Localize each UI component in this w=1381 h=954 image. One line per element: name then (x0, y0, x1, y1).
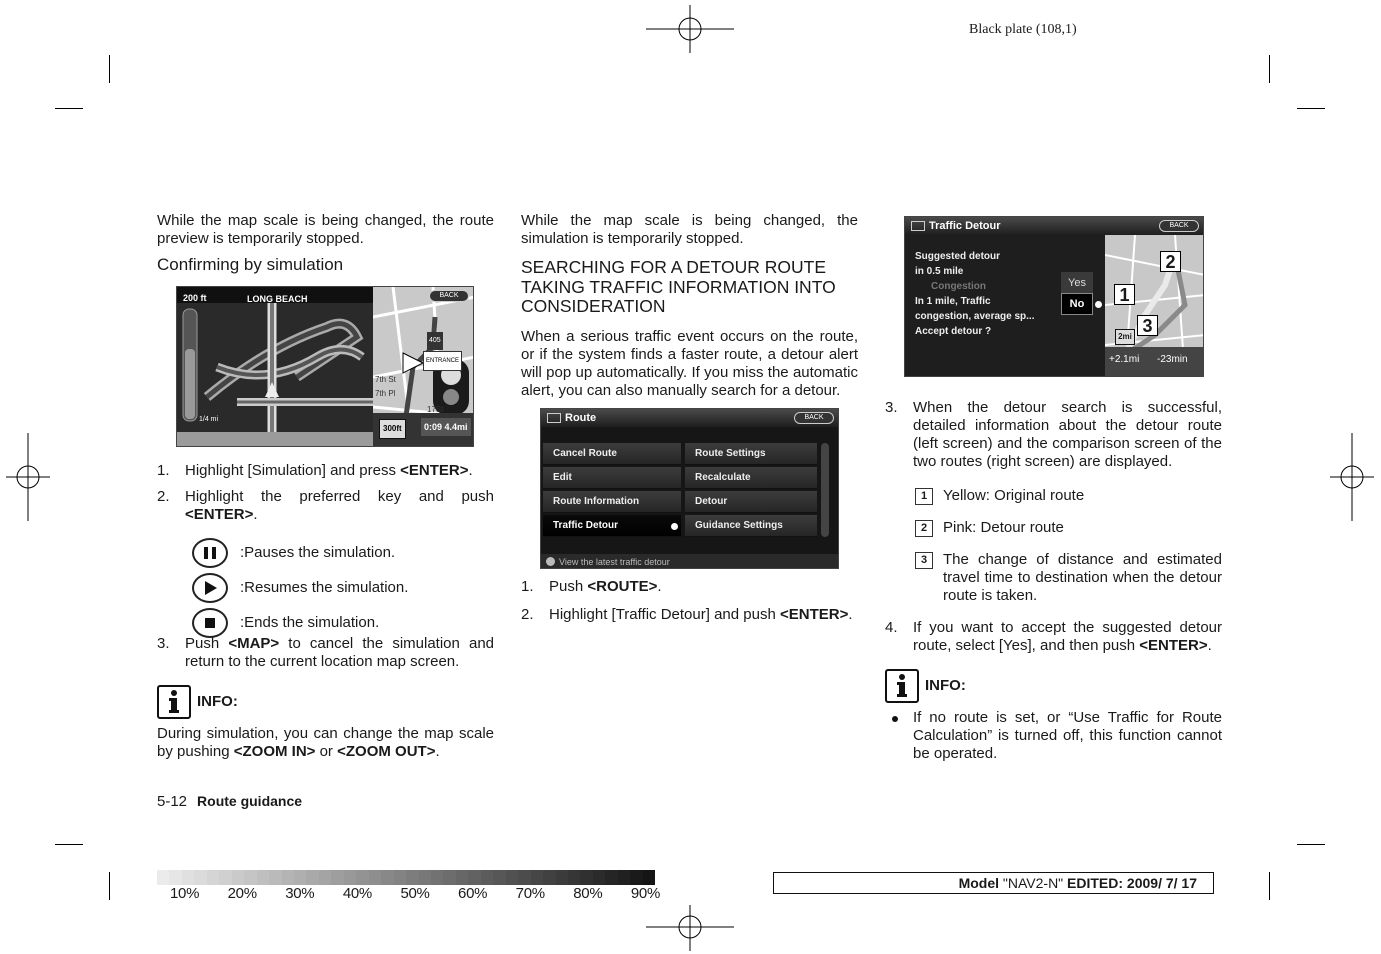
key-name: <ENTER> (779, 605, 849, 623)
time-remaining: 0:09 (424, 422, 443, 432)
bottom-scale: 1/4 mi (199, 416, 219, 423)
grayscale-swatch (282, 870, 294, 885)
step-text: Push (549, 577, 588, 595)
scrollbar[interactable] (821, 443, 829, 537)
step-number: 3. (885, 399, 898, 416)
simulation-controls (157, 538, 494, 643)
step-item (521, 606, 858, 624)
selection-dot-icon (671, 523, 678, 530)
bullet-text: If no route is set, or “Use Traffic for Route Calculation” is turned off, this function cannot be operated. (913, 709, 1222, 762)
percent-label: 50% (400, 885, 430, 902)
detour-steps (885, 399, 1222, 471)
section-name: Route guidance (197, 793, 303, 809)
grayscale-swatch (580, 870, 592, 885)
info-label: INFO: (925, 677, 966, 694)
grayscale-swatch (531, 870, 543, 885)
edited-date: EDITED: 2009/ 7/ 17 (1063, 875, 1197, 891)
legend-text: The change of distance and estimated travel time to destination when the detour route is taken. (943, 551, 1222, 604)
percent-label: 30% (285, 885, 315, 902)
back-button[interactable]: BACK (794, 412, 834, 424)
screen-title: Route (541, 409, 838, 427)
grayscale-swatch (481, 870, 493, 885)
percent-label: 10% (170, 885, 200, 902)
grayscale-swatch (568, 870, 580, 885)
grayscale-swatch (518, 870, 530, 885)
street-label: 7th St (375, 375, 396, 384)
model-name: "NAV2-N" (1002, 875, 1064, 891)
model-label: Model (958, 875, 1003, 891)
key-name: <ENTER> (185, 506, 254, 523)
message-line: congestion, average sp... (915, 311, 1035, 322)
intro-text: While the map scale is being changed, the route preview is temporarily stopped. (157, 212, 494, 247)
step-text: If you want to accept the suggested detour route, select [Yes], and then push (913, 619, 1222, 654)
entrance-sign: ENTRANCE (423, 351, 462, 371)
info-bullet (885, 709, 1222, 763)
section-heading: SEARCHING FOR A DETOUR ROUTE TAKING TRAFFIC INFORMATION INTO CONSIDERATION (521, 257, 836, 316)
menu-item-recalculate[interactable]: Recalculate (685, 467, 817, 489)
map-marker-1: 1 (1114, 284, 1135, 305)
menu-item-detour[interactable]: Detour (685, 491, 817, 513)
simulation-steps-cont (157, 635, 494, 671)
legend-item (885, 519, 1222, 537)
grayscale-bar (157, 870, 655, 885)
step-number: 4. (885, 619, 898, 636)
legend-item (885, 551, 1222, 605)
menu-icon (547, 413, 561, 423)
grayscale-swatch (406, 870, 418, 885)
message-line: In 1 mile, Traffic (915, 296, 991, 307)
grayscale-swatch (593, 870, 605, 885)
step-number: 3. (157, 635, 170, 652)
detour-steps-cont (885, 619, 1222, 655)
info-icon (885, 669, 919, 703)
grayscale-swatch (207, 870, 219, 885)
route-menu-screenshot (540, 408, 839, 569)
grayscale-swatch (605, 870, 617, 885)
grayscale-swatch (443, 870, 455, 885)
control-pause (157, 538, 494, 573)
info-text (157, 725, 494, 761)
percent-label: 60% (458, 885, 488, 902)
step-text: Push (185, 635, 229, 652)
grayscale-swatch (394, 870, 406, 885)
distance-remaining: 4.4mi (444, 422, 468, 432)
no-button[interactable]: No (1061, 293, 1093, 315)
control-resume (157, 573, 494, 608)
step-text: Highlight the preferred key and push (185, 488, 494, 505)
legend-number: 1 (915, 488, 933, 505)
info-circle-icon (546, 557, 555, 566)
grayscale-swatch (157, 870, 169, 885)
grayscale-swatch (344, 870, 356, 885)
menu-item-guidance-settings[interactable]: Guidance Settings (685, 515, 817, 537)
grayscale-swatch (306, 870, 318, 885)
info-heading (157, 685, 494, 719)
info-label: INFO: (197, 693, 238, 710)
grayscale-swatch (431, 870, 443, 885)
grayscale-swatch (331, 870, 343, 885)
step-number: 1. (521, 577, 534, 595)
key-name: <MAP> (228, 635, 280, 652)
model-box (773, 872, 1214, 894)
intro-text: While the map scale is being changed, the simulation is temporarily stopped. (521, 212, 858, 247)
grayscale-swatch (194, 870, 206, 885)
menu-item-route-information[interactable]: Route Information (543, 491, 681, 513)
grayscale-swatch (456, 870, 468, 885)
grayscale-swatch (269, 870, 281, 885)
percent-label: 40% (342, 885, 372, 902)
play-icon (192, 573, 228, 603)
percent-label: 90% (630, 885, 660, 902)
time-change: -23min (1157, 354, 1188, 365)
page-footer (157, 792, 302, 811)
step-number: 1. (157, 462, 170, 479)
screen-title: Traffic Detour (905, 217, 1203, 235)
menu-item-cancel-route[interactable]: Cancel Route (543, 443, 681, 465)
registration-mark-top (646, 5, 734, 53)
info-icon (157, 685, 191, 719)
grayscale-swatch (244, 870, 256, 885)
grayscale-swatch (257, 870, 269, 885)
step-item (157, 488, 494, 524)
step-text: Highlight [Simulation] and press (185, 462, 401, 479)
key-name: <ROUTE> (587, 577, 658, 595)
step-number: 2. (157, 488, 170, 505)
key-name: <ZOOM OUT> (337, 743, 436, 760)
grayscale-swatch (630, 870, 642, 885)
grayscale-swatch (556, 870, 568, 885)
grayscale-swatch (232, 870, 244, 885)
control-description: :Ends the simulation. (240, 614, 380, 631)
grayscale-swatch (468, 870, 480, 885)
step-text: . (468, 462, 473, 479)
back-button[interactable]: BACK (1159, 220, 1199, 232)
registration-mark-right (1330, 433, 1374, 521)
info-part: or (315, 743, 338, 760)
selection-dot-icon (1095, 301, 1102, 308)
traffic-detour-screenshot (904, 216, 1204, 377)
eta-readout (421, 418, 471, 436)
key-name: <ZOOM IN> (233, 743, 316, 760)
key-name: <ENTER> (1139, 637, 1208, 654)
subheading: Confirming by simulation (157, 255, 344, 274)
pause-icon (192, 538, 228, 568)
registration-mark-left (6, 433, 50, 521)
grayscale-swatch (419, 870, 431, 885)
route-legend (885, 487, 1222, 605)
grayscale-swatch (543, 870, 555, 885)
info-part: During simulation, you can change the map scale by pushing (157, 725, 494, 760)
grayscale-swatch (506, 870, 518, 885)
control-description: :Resumes the simulation. (240, 579, 409, 596)
scale-button[interactable]: 2mi (1115, 329, 1135, 345)
step-text: Highlight [Traffic Detour] and push (549, 605, 780, 623)
column-middle (521, 212, 858, 632)
body-text: When a serious traffic event occurs on the route, or if the system finds a faster route, a detour alert will pop up automatically. If you miss the automatic alert, you can also manually search for a detour. (521, 327, 858, 399)
street-label: 7th Pl (375, 389, 396, 398)
step-text: . (848, 605, 853, 623)
simulation-screenshot (176, 286, 474, 447)
message-line: Congestion (931, 281, 986, 292)
grayscale-swatch (618, 870, 630, 885)
grayscale-swatch (169, 870, 181, 885)
back-button[interactable]: BACK (429, 290, 469, 302)
percent-label: 20% (227, 885, 257, 902)
grayscale-percent-labels (170, 885, 660, 903)
step-item (157, 462, 494, 480)
street-label: 17St (427, 405, 444, 414)
grayscale-swatch (219, 870, 231, 885)
step-item (157, 635, 494, 671)
step-item (521, 578, 858, 596)
menu-item-edit[interactable]: Edit (543, 467, 681, 489)
grayscale-swatch (182, 870, 194, 885)
route-steps (521, 578, 858, 624)
distance-change: +2.1mi (1109, 354, 1140, 365)
grayscale-swatch (643, 870, 655, 885)
step-text: to cancel the simulation and return to the current location map screen. (185, 635, 495, 670)
percent-label: 70% (515, 885, 545, 902)
step-text: . (253, 506, 258, 523)
simulation-steps (157, 462, 494, 524)
control-description: :Pauses the simulation. (240, 544, 396, 561)
legend-text: Pink: Detour route (943, 519, 1064, 536)
map-marker-3: 3 (1137, 315, 1158, 336)
stop-icon (192, 608, 228, 638)
message-line: Suggested detour (915, 251, 1001, 262)
key-name: <ENTER> (400, 462, 469, 479)
percent-label: 80% (573, 885, 603, 902)
info-heading (885, 669, 1222, 703)
message-line: in 0.5 mile (915, 266, 964, 277)
map-scale-label: 200 ft (183, 293, 207, 303)
yes-button[interactable]: Yes (1061, 272, 1093, 294)
grayscale-swatch (381, 870, 393, 885)
step-text: . (1207, 637, 1212, 654)
bullet-icon (892, 716, 898, 722)
step-text: When the detour search is successful, detailed information about the detour route (left screen) and the comparison screen of the two routes (right screen) are displayed. (913, 399, 1222, 470)
column-left (157, 212, 494, 761)
step-text: . (657, 577, 662, 595)
legend-text: Yellow: Original route (943, 487, 1085, 504)
map-marker-2: 2 (1160, 251, 1181, 272)
place-name: LONG BEACH (247, 294, 308, 304)
grayscale-swatch (319, 870, 331, 885)
grayscale-swatch (493, 870, 505, 885)
scale-button[interactable]: 300ft (379, 419, 406, 439)
legend-number: 2 (915, 520, 933, 537)
registration-mark-bottom (646, 905, 734, 951)
page-number: 5-12 (157, 793, 188, 810)
menu-item-route-settings[interactable]: Route Settings (685, 443, 817, 465)
detour-message (915, 249, 1034, 339)
step-number: 2. (521, 605, 534, 623)
grayscale-swatch (294, 870, 306, 885)
grayscale-swatch (356, 870, 368, 885)
menu-icon (911, 221, 925, 231)
legend-number: 3 (915, 552, 933, 569)
column-right (885, 212, 1222, 763)
hint-bar: View the latest traffic detour (541, 554, 839, 569)
menu-item-traffic-detour[interactable]: Traffic Detour (543, 515, 681, 537)
plate-label: Black plate (108,1) (969, 22, 1077, 37)
step-item (885, 619, 1222, 655)
legend-item (885, 487, 1222, 505)
message-line: Accept detour ? (915, 326, 992, 337)
route-number: 405 (427, 332, 443, 350)
grayscale-swatch (369, 870, 381, 885)
step-item (885, 399, 1222, 471)
info-part: . (435, 743, 440, 760)
